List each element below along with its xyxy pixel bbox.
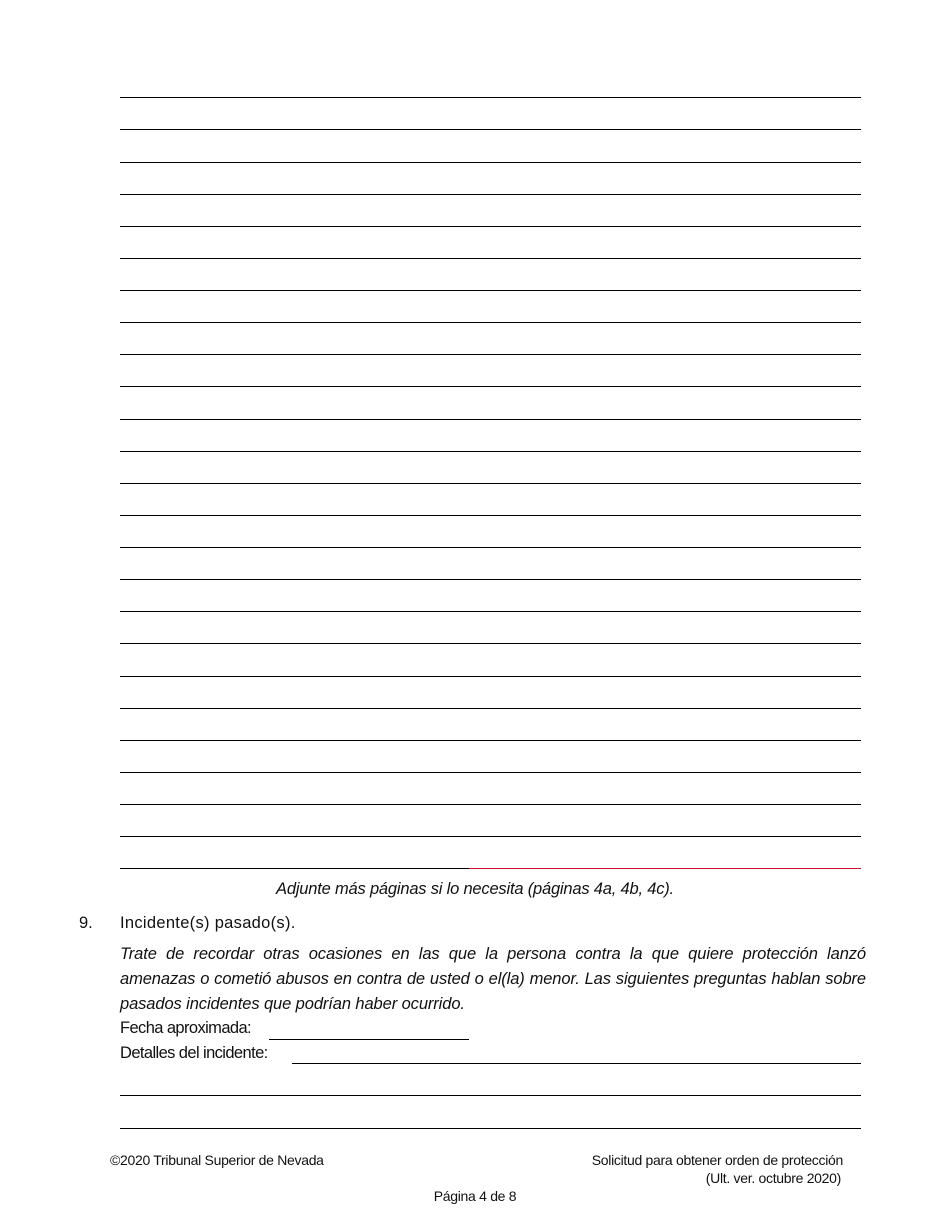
details-label: Detalles del incidente: bbox=[120, 1044, 268, 1062]
details-field-line[interactable] bbox=[292, 1063, 861, 1064]
writing-line bbox=[120, 162, 861, 163]
footer-page-number: Página 4 de 8 bbox=[433, 1188, 517, 1204]
writing-line-last bbox=[120, 868, 861, 869]
writing-line bbox=[120, 451, 861, 452]
writing-line bbox=[120, 258, 861, 259]
writing-line bbox=[120, 290, 861, 291]
question-number: 9. bbox=[79, 914, 93, 932]
writing-line bbox=[120, 836, 861, 837]
writing-line bbox=[120, 354, 861, 355]
footer-copyright: ©2020 Tribunal Superior de Nevada bbox=[110, 1152, 324, 1168]
writing-line bbox=[120, 708, 861, 709]
writing-line bbox=[120, 194, 861, 195]
writing-line bbox=[120, 419, 861, 420]
details-field-line[interactable] bbox=[120, 1128, 861, 1129]
attach-pages-note: Adjunte más páginas si lo necesita (páginas 4a, 4b, 4c). bbox=[276, 880, 674, 898]
writing-line bbox=[120, 740, 861, 741]
date-field[interactable] bbox=[269, 1039, 469, 1040]
date-label: Fecha aproximada: bbox=[120, 1019, 252, 1037]
question-instructions: Trate de recordar otras ocasiones en las que la persona contra la que quiere protección lanzó amenazas o cometió abusos en contra de usted o el(la) menor. Las siguientes preguntas hablan sobre pasados incidentes que podrían haber ocurrido. bbox=[120, 945, 866, 1013]
writing-line bbox=[120, 97, 861, 98]
footer-form-title: Solicitud para obtener orden de protección bbox=[591, 1152, 843, 1168]
writing-line bbox=[120, 129, 861, 130]
question-title: Incidente(s) pasado(s). bbox=[120, 914, 296, 932]
footer-revision: (Ult. ver. octubre 2020) bbox=[705, 1170, 841, 1186]
writing-line bbox=[120, 322, 861, 323]
writing-line bbox=[120, 772, 861, 773]
writing-line bbox=[120, 515, 861, 516]
writing-line bbox=[120, 611, 861, 612]
details-field-line[interactable] bbox=[120, 1095, 861, 1096]
writing-line bbox=[120, 226, 861, 227]
writing-line bbox=[120, 579, 861, 580]
writing-line bbox=[120, 804, 861, 805]
writing-line bbox=[120, 676, 861, 677]
writing-line bbox=[120, 386, 861, 387]
writing-line bbox=[120, 643, 861, 644]
writing-line bbox=[120, 483, 861, 484]
writing-line bbox=[120, 547, 861, 548]
